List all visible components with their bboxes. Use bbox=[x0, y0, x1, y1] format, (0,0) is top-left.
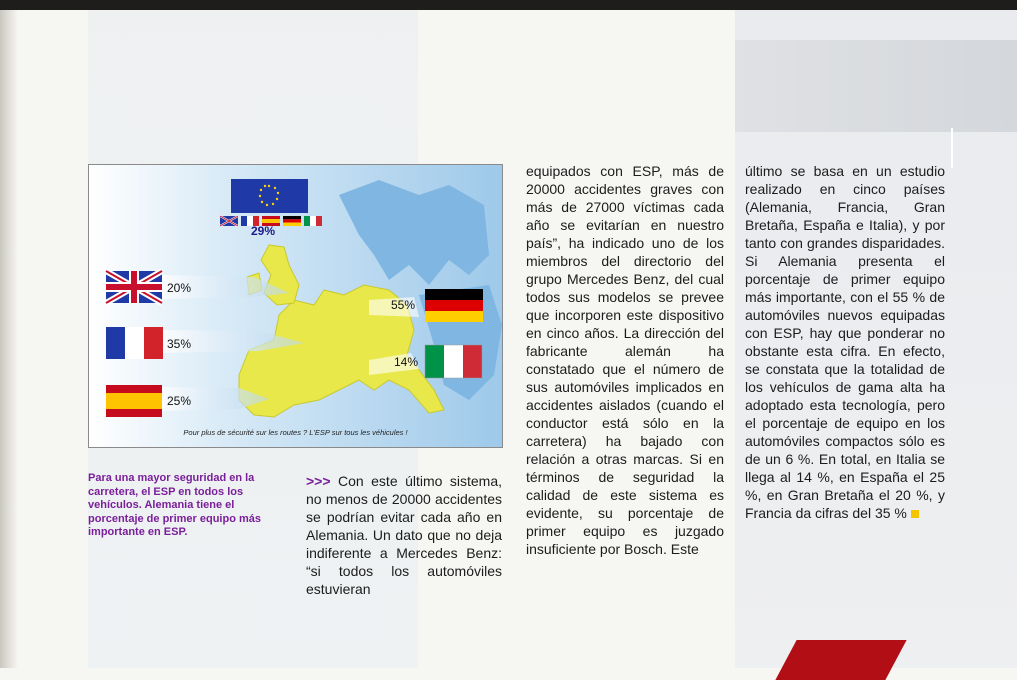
europe-map-illustration bbox=[89, 165, 502, 447]
body-column-2: equipados con ESP, más de 20000 accidentes graves con más de 27000 víctimas cada año se evitarían en nuestro país”, ha indicado uno de los miembros del directorio del grupo Mercedes Benz, del cual todos sus modelos se prevee que incorporen este dispositivo en cinco años. La dirección del fabricante alemán ha constatado que el número de sus automóviles implicados en accidentes aislados (cuando el conductor está sólo en la carretera) ha bajado con relación a otras marcas. Si en términos de seguridad la calidad de este sistema es evidente, su porcentaje de primer equipo es juzgado insuficiente por Bosch. Este bbox=[526, 163, 724, 557]
italy-flag-icon bbox=[425, 345, 482, 378]
body-column-1-text: Con este último sistema, no menos de 20000 accidentes se podrían evitar cada año en Alemania. Un dato que no deja indiferente a Mercedes Benz: “si todos los automóviles estuvieran bbox=[306, 473, 502, 597]
spain-percent-label: 25% bbox=[167, 394, 192, 408]
body-column-1 bbox=[306, 472, 502, 598]
uk-percent-label: 20% bbox=[167, 281, 192, 295]
italy-percent-label: 14% bbox=[394, 355, 419, 369]
body-column-3 bbox=[745, 162, 945, 522]
eu-flag-icon bbox=[231, 179, 308, 213]
germany-percent-label: 55% bbox=[391, 298, 416, 312]
figure-french-caption: Pour plus de sécurité sur les routes ? L'ESP sur tous les véhicules ! bbox=[183, 428, 408, 437]
germany-flag-icon bbox=[425, 289, 483, 322]
section-divider bbox=[951, 128, 953, 168]
end-square-icon bbox=[911, 510, 919, 518]
spain-flag-icon bbox=[106, 385, 162, 417]
red-corner-tab bbox=[775, 640, 906, 680]
lead-arrows: >>> bbox=[306, 473, 331, 489]
esp-europe-map-figure bbox=[88, 164, 503, 448]
body-column-3-text: último se basa en un estudio realizado en cinco países (Alemania, Francia, Gran Bretaña, España e Italia), y por tanto con grandes disparidades. Si Alemania presenta el porcentaje de primer equipo más importante, con el 55 % de automóviles nuevos equipadas con ESP, hay que ponderar no obstante esta cifra. En efecto, se constata que la totalidad de los vehículos de gama alta ha adoptado esta tecnología, pero el porcentaje de equipo en los automóviles compactos sólo es de un 6 %. En total, en Italia se llega al 14 %, en España el 25 %, en Gran Bretaña el 20 %, y Francia da cifras del 35 % bbox=[745, 163, 945, 521]
uk-flag-icon bbox=[106, 271, 162, 303]
france-percent-label: 35% bbox=[167, 337, 192, 351]
page-gutter-shadow bbox=[0, 10, 18, 668]
figure-caption: Para una mayor seguridad en la carretera, el ESP en todos los vehículos. Alemania tiene el porcentaje de primer equipo más importante en ESP. bbox=[88, 472, 261, 538]
france-flag-icon bbox=[106, 327, 163, 359]
top-dark-bar bbox=[0, 0, 1017, 10]
eu-percent-label: 29% bbox=[251, 224, 276, 238]
section-header bbox=[735, 40, 1017, 132]
